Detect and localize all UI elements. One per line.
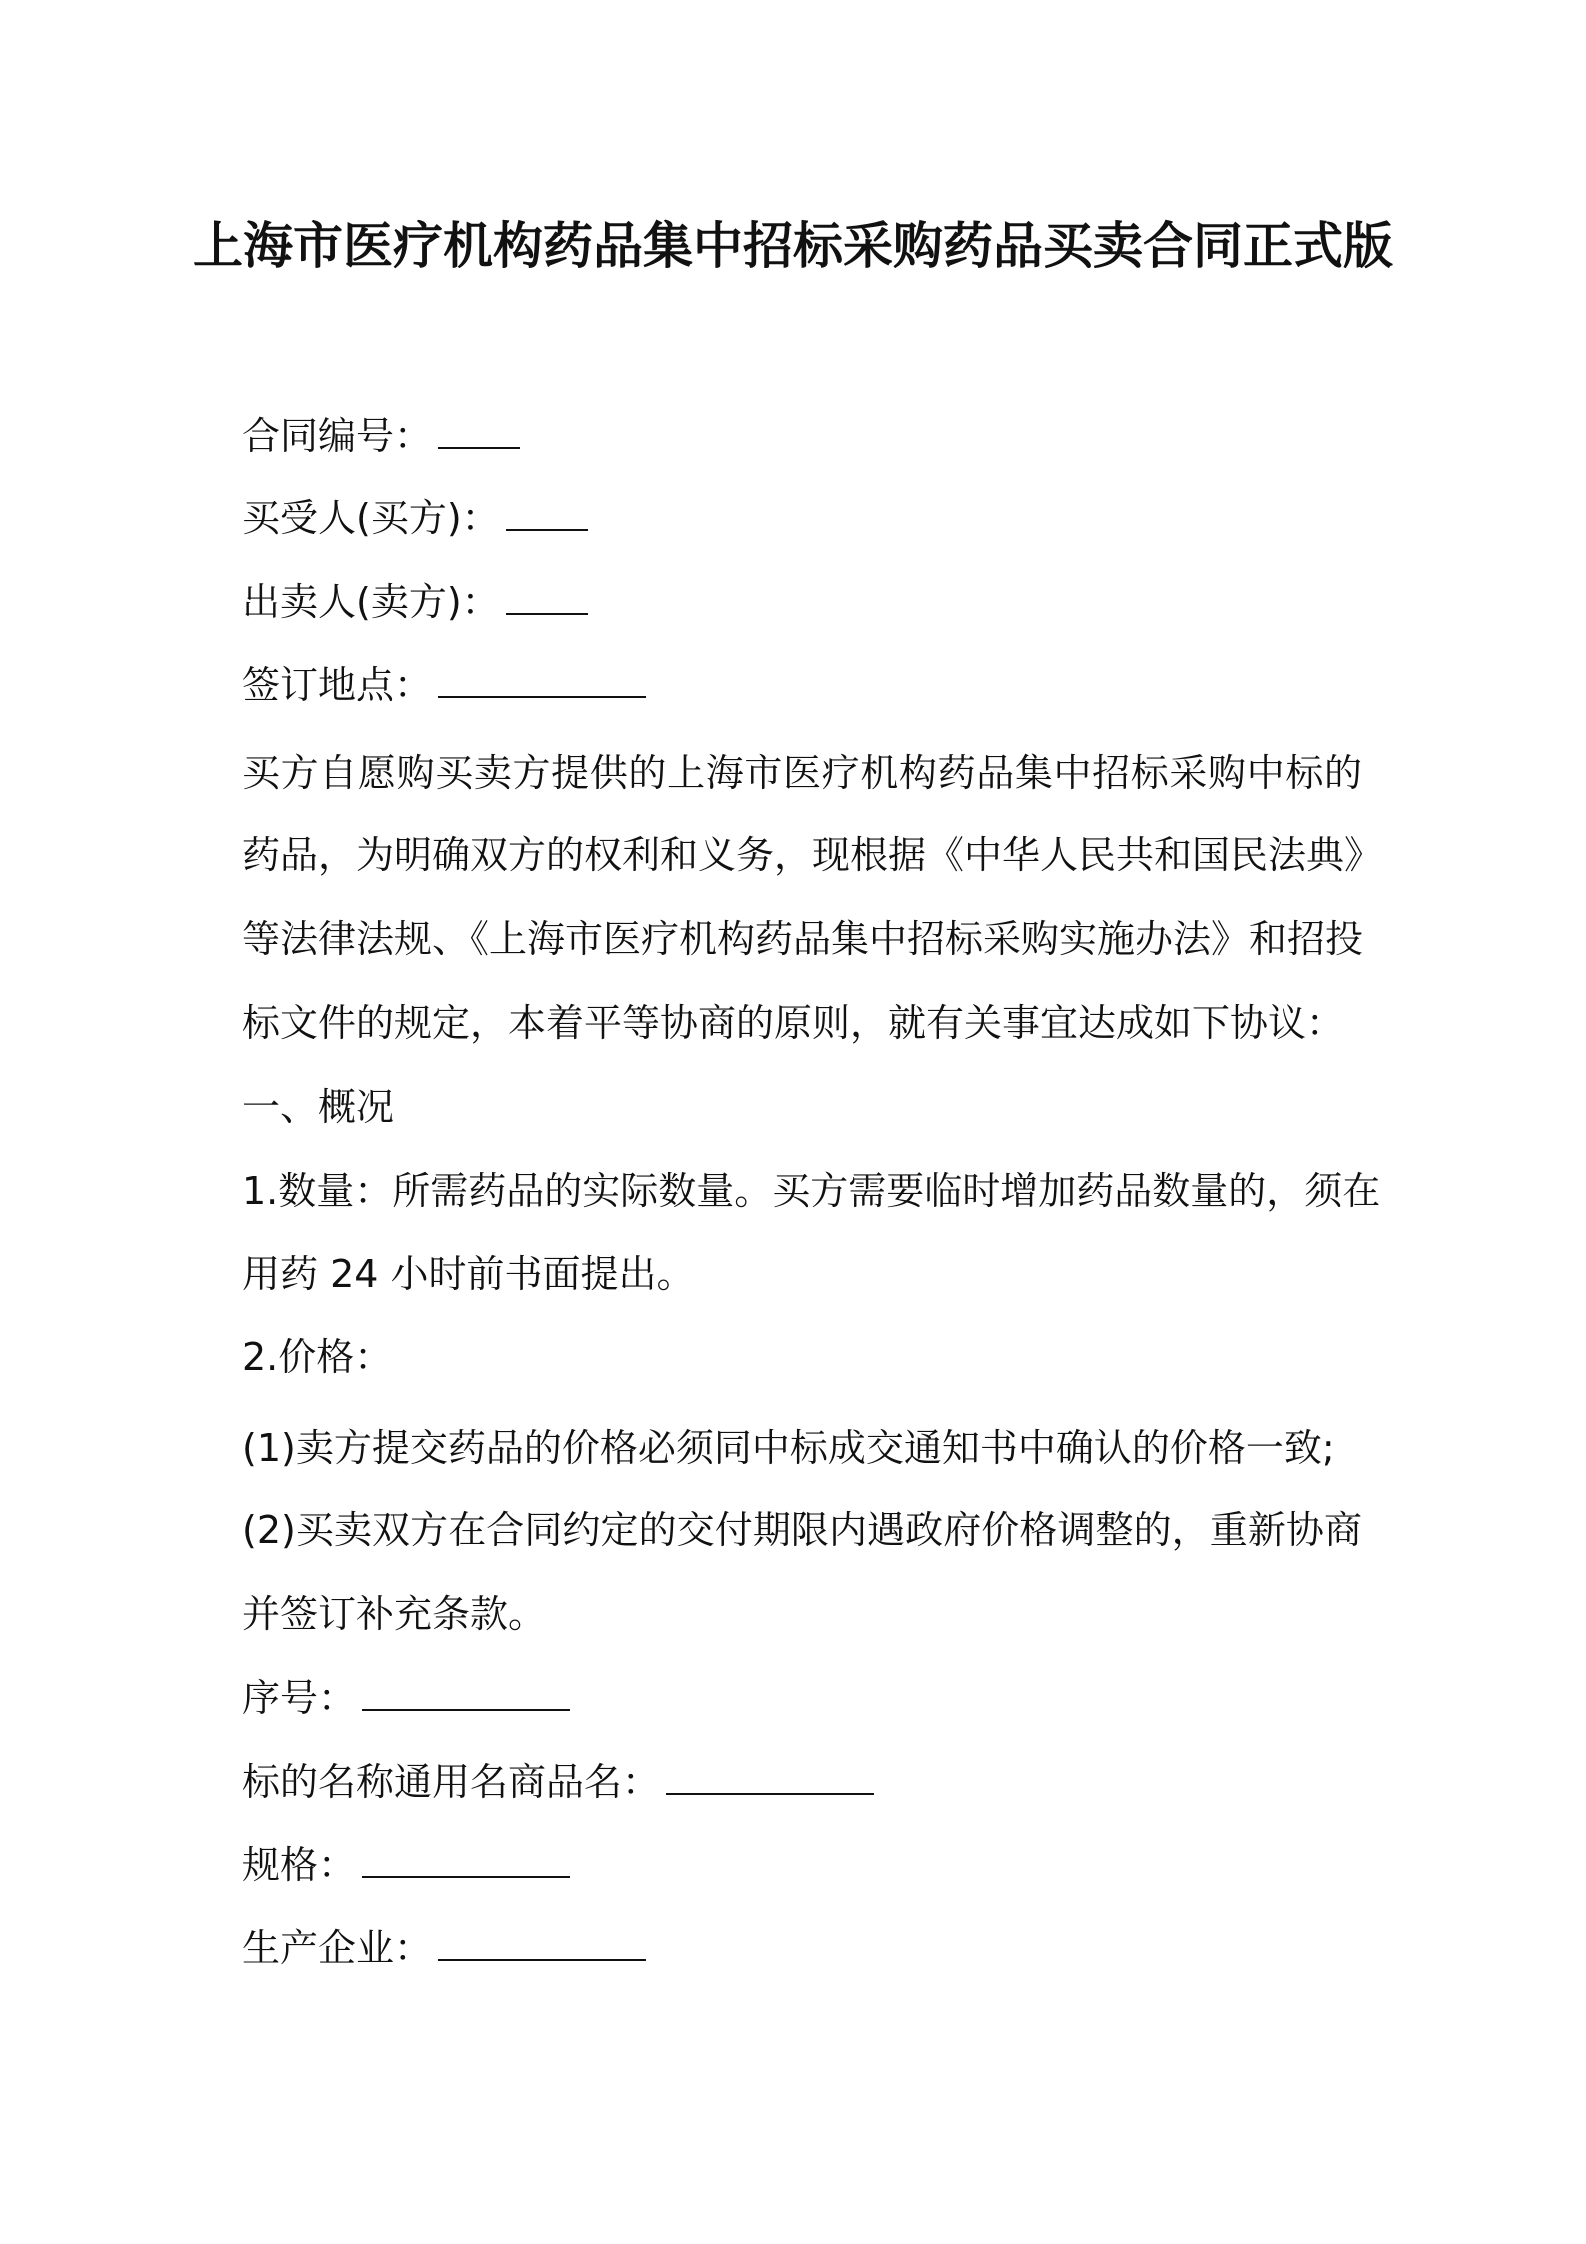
intro-line: 药品，为明确双方的权利和义务，现根据《中华人民共和国民法典》: [242, 833, 1383, 877]
field-seller: [242, 575, 1362, 629]
blank-line: [438, 1923, 646, 1961]
intro-line: 标文件的规定，本着平等协商的原则，就有关事宜达成如下协议：: [242, 1001, 1345, 1045]
field-buyer: [242, 491, 1362, 545]
intro-line: 买方自愿购买卖方提供的上海市医疗机构药品集中招标采购中标的: [242, 751, 1362, 795]
item2-sub1: (1)卖方提交药品的价格必须同中标成交通知书中确认的价格一致;: [242, 1426, 1335, 1470]
item2-sub2-line: (2)买卖双方在合同约定的交付期限内遇政府价格调整的，重新协商: [242, 1508, 1362, 1552]
field-serial-number: [242, 1671, 1362, 1725]
document-title: 上海市医疗机构药品集中招标采购药品买卖合同正式版: [193, 217, 1393, 275]
blank-line: [506, 577, 588, 615]
field-manufacturer: [242, 1921, 1362, 1975]
field-label: 合同编号：: [242, 414, 433, 458]
field-contract-number: [242, 409, 1362, 463]
blank-line: [506, 493, 588, 531]
item2-sub2-line: 并签订补充条款。: [242, 1592, 547, 1636]
blank-line: [362, 1673, 570, 1711]
field-signing-place: [242, 658, 1362, 712]
field-label: 标的名称通用名商品名：: [242, 1760, 661, 1804]
item1-line: 用药 24 小时前书面提出。: [242, 1252, 695, 1296]
blank-line: [438, 411, 520, 449]
section-heading: 一、概况: [242, 1085, 395, 1129]
field-subject-name: [242, 1755, 1362, 1809]
field-label: 签订地点：: [242, 663, 433, 707]
field-label: 序号：: [242, 1676, 357, 1720]
blank-line: [438, 660, 646, 698]
field-specification: [242, 1838, 1362, 1892]
field-label: 规格：: [242, 1843, 357, 1887]
field-label: 生产企业：: [242, 1926, 433, 1970]
field-label: 出卖人(卖方)：: [242, 580, 500, 624]
field-label: 买受人(买方)：: [242, 496, 500, 540]
intro-line: 等法律法规、《上海市医疗机构药品集中招标采购实施办法》和招投: [242, 917, 1364, 961]
blank-line: [362, 1840, 570, 1878]
item1-line: 1.数量：所需药品的实际数量。买方需要临时增加药品数量的，须在: [242, 1169, 1381, 1213]
item2-heading: 2.价格：: [242, 1335, 393, 1379]
blank-line: [666, 1757, 874, 1795]
